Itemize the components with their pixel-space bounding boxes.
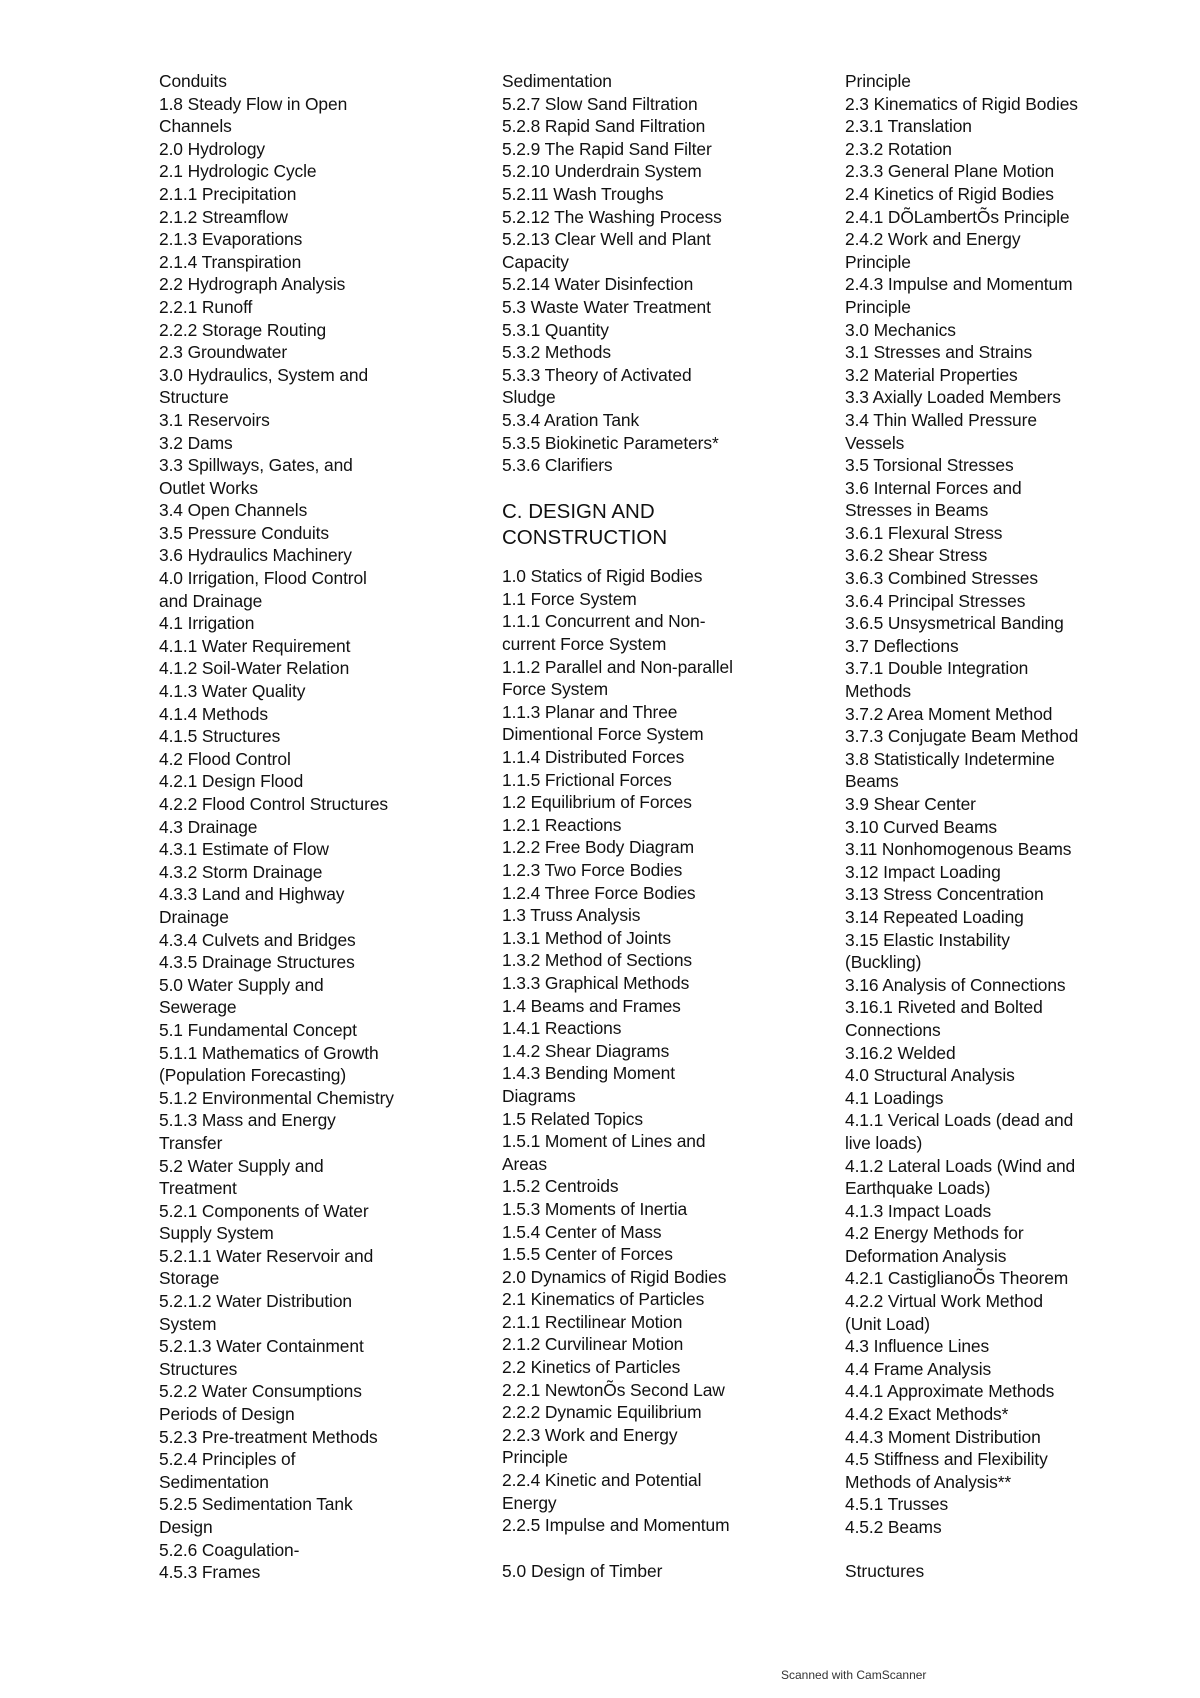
outline-item: 5.2.8 Rapid Sand Filtration (502, 116, 706, 137)
outline-item: 4.4.3 Moment Distribution (845, 1426, 1041, 1447)
outline-item: 3.7.1 Double Integration (845, 658, 1029, 679)
outline-item: 5.1 Fundamental Concept (159, 1019, 357, 1040)
outline-item: 3.6.4 Principal Stresses (845, 590, 1026, 611)
outline-item: 1.3.3 Graphical Methods (502, 972, 690, 993)
outline-item: 4.4.2 Exact Methods* (845, 1404, 1009, 1425)
outline-item: 2.2.1 NewtonÕs Second Law (502, 1379, 725, 1400)
outline-item: 5.3.3 Theory of Activated (502, 364, 692, 385)
outline-item: Channels (159, 116, 232, 137)
outline-item: 3.1 Reservoirs (159, 409, 270, 430)
outline-item: 2.2.2 Dynamic Equilibrium (502, 1402, 702, 1423)
outline-item: Stresses in Beams (845, 500, 989, 521)
outline-item: 5.2.12 The Washing Process (502, 206, 722, 227)
outline-item: 4.2.2 Flood Control Structures (159, 794, 388, 814)
outline-item: 1.5.4 Center of Mass (502, 1221, 662, 1242)
outline-item: 5.3 Waste Water Treatment (502, 296, 711, 317)
outline-item: 1.5.5 Center of Forces (502, 1244, 673, 1265)
outline-item: 2.0 Dynamics of Rigid Bodies (502, 1266, 727, 1287)
outline-item: 4.4 Frame Analysis (845, 1358, 992, 1379)
column-3-footer: Structures (845, 1561, 925, 1581)
outline-item: Connections (845, 1019, 941, 1040)
outline-item: 2.1 Kinematics of Particles (502, 1289, 705, 1310)
outline-item: 2.0 Hydrology (159, 138, 265, 159)
outline-item: 2.2 Kinetics of Particles (502, 1357, 681, 1378)
outline-item: 2.1.2 Streamflow (159, 206, 288, 227)
outline-item: 1.2.1 Reactions (502, 814, 622, 835)
outline-item: 4.1.2 Lateral Loads (Wind and (845, 1155, 1076, 1176)
outline-item: 3.6.5 Unsysmetrical Banding (845, 613, 1064, 634)
outline-item: Transfer (159, 1132, 223, 1153)
outline-item: 2.2 Hydrograph Analysis (159, 274, 346, 295)
outline-item: 3.6.3 Combined Stresses (845, 568, 1038, 589)
outline-item: 3.13 Stress Concentration (845, 884, 1044, 905)
outline-item: 1.1.4 Distributed Forces (502, 747, 685, 768)
column-2-footer: 5.0 Design of Timber (502, 1561, 663, 1581)
outline-item: Structures (159, 1358, 238, 1379)
outline-item: 4.3 Influence Lines (845, 1336, 990, 1357)
outline-item: 2.3 Kinematics of Rigid Bodies (845, 93, 1078, 114)
outline-item: 5.3.1 Quantity (502, 319, 609, 340)
outline-item: 1.1.1 Concurrent and Non- (502, 611, 706, 632)
outline-item: 1.1.2 Parallel and Non-parallel (502, 656, 733, 677)
outline-item: 5.2.11 Wash Troughs (502, 183, 664, 204)
outline-item: 2.3.2 Rotation (845, 138, 952, 159)
outline-item: Force System (502, 679, 609, 700)
outline-item: 3.8 Statistically Indetermine (845, 748, 1055, 769)
outline-item: Sewerage (159, 997, 237, 1018)
outline-item: 3.12 Impact Loading (845, 861, 1001, 882)
outline-item: 1.1.3 Planar and Three (502, 701, 678, 722)
outline-item: 1.4.3 Bending Moment (502, 1063, 675, 1084)
scanner-watermark: Scanned with CamScanner (781, 1668, 927, 1682)
outline-item: 4.3.4 Culvets and Bridges (159, 929, 356, 950)
outline-item: Beams (845, 771, 899, 792)
outline-item: and Drainage (159, 590, 263, 611)
outline-item: 1.2.2 Free Body Diagram (502, 837, 694, 858)
outline-item: 5.3.5 Biokinetic Parameters* (502, 432, 719, 453)
outline-item: System (159, 1313, 217, 1334)
outline-item: Energy (502, 1492, 557, 1513)
outline-item: Sludge (502, 387, 556, 408)
outline-item: Deformation Analysis (845, 1245, 1007, 1266)
outline-item: 4.5.3 Frames (159, 1562, 261, 1583)
outline-item: 5.3.2 Methods (502, 342, 611, 363)
outline-item: Sedimentation (159, 1471, 269, 1492)
outline-item: 4.3.2 Storm Drainage (159, 861, 323, 882)
outline-item: 1.2 Equilibrium of Forces (502, 792, 692, 813)
outline-item: 1.1.5 Frictional Forces (502, 769, 672, 790)
outline-item: 2.1.1 Precipitation (159, 183, 297, 204)
outline-item: 4.5 Stiffness and Flexibility (845, 1449, 1048, 1470)
outline-item: 1.5 Related Topics (502, 1108, 643, 1129)
outline-item: Treatment (159, 1178, 237, 1199)
outline-item: 3.2 Material Properties (845, 364, 1018, 385)
outline-item: 2.3 Groundwater (159, 342, 288, 363)
outline-item: 2.2.4 Kinetic and Potential (502, 1470, 702, 1491)
outline-item: 2.4 Kinetics of Rigid Bodies (845, 183, 1054, 204)
outline-item: 1.5.2 Centroids (502, 1176, 619, 1197)
outline-item: 3.4 Open Channels (159, 500, 308, 521)
outline-item: 1.4.2 Shear Diagrams (502, 1040, 670, 1061)
outline-item: 1.8 Steady Flow in Open (159, 93, 348, 114)
outline-item: 3.7.2 Area Moment Method (845, 703, 1053, 724)
outline-item: Methods of Analysis** (845, 1471, 1012, 1492)
outline-item: 2.1.4 Transpiration (159, 251, 302, 272)
outline-item: 3.16.2 Welded (845, 1042, 956, 1063)
outline-item: 3.7.3 Conjugate Beam Method (845, 726, 1079, 747)
outline-item: 5.2.7 Slow Sand Filtration (502, 93, 698, 114)
outline-item: 5.2.10 Underdrain System (502, 161, 702, 182)
spacer (502, 477, 832, 500)
outline-item: 3.5 Torsional Stresses (845, 455, 1014, 476)
outline-item: 1.4 Beams and Frames (502, 995, 681, 1016)
outline-item: 3.11 Nonhomogenous Beams (845, 839, 1072, 860)
outline-item: Supply System (159, 1223, 274, 1244)
outline-item: 3.5 Pressure Conduits (159, 522, 329, 543)
outline-item: 5.2.1.3 Water Containment (159, 1336, 364, 1357)
outline-item: 2.3.3 General Plane Motion (845, 161, 1055, 182)
outline-item: 1.3 Truss Analysis (502, 905, 641, 926)
outline-item: 3.15 Elastic Instability (845, 929, 1010, 950)
outline-item: Principle (845, 296, 911, 317)
column-1 (159, 70, 489, 1584)
section-heading-line-1: C. DESIGN AND (502, 500, 655, 524)
outline-item: 5.1.1 Mathematics of Growth (159, 1042, 379, 1063)
outline-item: Principle (502, 1447, 568, 1468)
outline-item: 4.1 Irrigation (159, 613, 255, 634)
outline-item: 2.2.5 Impulse and Momentum (502, 1515, 730, 1536)
outline-item: Principle (845, 251, 911, 272)
outline-item: 4.2.2 Virtual Work Method (845, 1291, 1043, 1312)
outline-item: Conduits (159, 71, 227, 91)
outline-item: 3.0 Hydraulics, System and (159, 364, 369, 385)
outline-item: 4.5.2 Beams (845, 1517, 942, 1537)
outline-item: 5.2.3 Pre-treatment Methods (159, 1426, 378, 1447)
outline-item: 1.2.3 Two Force Bodies (502, 860, 683, 880)
outline-item: 4.1.5 Structures (159, 726, 281, 747)
outline-item: Vessels (845, 432, 905, 453)
outline-item: 5.2.1.2 Water Distribution (159, 1291, 352, 1312)
outline-item: 4.1.3 Impact Loads (845, 1200, 992, 1221)
outline-item: Earthquake Loads) (845, 1178, 991, 1199)
outline-item: 3.6.1 Flexural Stress (845, 522, 1003, 543)
outline-item: 4.4.1 Approximate Methods (845, 1381, 1055, 1402)
section-heading-line-2: CONSTRUCTION (502, 526, 668, 550)
outline-item: (Buckling) (845, 952, 922, 973)
outline-item: 3.16 Analysis of Connections (845, 974, 1066, 995)
outline-item: 4.5.1 Trusses (845, 1494, 949, 1515)
outline-item: 3.1 Stresses and Strains (845, 342, 1033, 363)
outline-item: 4.1.4 Methods (159, 703, 268, 724)
outline-item: 4.2.1 CastiglianoÕs Theorem (845, 1268, 1069, 1289)
outline-item: 3.10 Curved Beams (845, 816, 997, 837)
outline-item: 4.1.1 Verical Loads (dead and (845, 1110, 1074, 1131)
outline-item: 1.1 Force System (502, 588, 637, 609)
section-heading (502, 499, 832, 551)
outline-item: 3.3 Axially Loaded Members (845, 387, 1061, 408)
outline-item: 2.2.2 Storage Routing (159, 319, 327, 340)
outline-item: 3.7 Deflections (845, 635, 959, 656)
outline-item: 3.6 Hydraulics Machinery (159, 545, 352, 566)
outline-item: 4.1.1 Water Requirement (159, 635, 351, 656)
outline-item: 4.3 Drainage (159, 816, 258, 837)
outline-item: Methods (845, 681, 912, 702)
outline-item: (Population Forecasting) (159, 1065, 347, 1086)
outline-item: 5.2.13 Clear Well and Plant (502, 229, 711, 250)
outline-item: 3.0 Mechanics (845, 319, 956, 340)
column-2 (502, 70, 832, 1537)
outline-item: 4.1.3 Water Quality (159, 681, 306, 702)
outline-item: 5.2.1.1 Water Reservoir and (159, 1245, 374, 1266)
outline-item: 2.4.1 DÕLambertÕs Principle (845, 206, 1070, 227)
column-3 (845, 70, 1175, 1539)
outline-item: Dimentional Force System (502, 724, 704, 745)
outline-item: 5.1.3 Mass and Energy (159, 1110, 336, 1131)
outline-item: 2.1 Hydrologic Cycle (159, 161, 317, 182)
outline-item: 3.14 Repeated Loading (845, 906, 1024, 927)
outline-item: Drainage (159, 906, 229, 927)
outline-item: current Force System (502, 634, 667, 655)
outline-item: 2.2.1 Runoff (159, 296, 253, 317)
outline-item: 5.2.1 Components of Water (159, 1200, 369, 1221)
outline-item: 2.4.2 Work and Energy (845, 229, 1021, 250)
outline-item: Periods of Design (159, 1404, 295, 1425)
outline-item: 3.9 Shear Center (845, 794, 976, 814)
outline-item: Areas (502, 1153, 547, 1174)
outline-item: 3.6.2 Shear Stress (845, 545, 988, 566)
outline-item: 3.16.1 Riveted and Bolted (845, 997, 1043, 1018)
outline-item: Storage (159, 1268, 220, 1289)
outline-item: 5.1.2 Environmental Chemistry (159, 1087, 394, 1108)
outline-item: 2.2.3 Work and Energy (502, 1424, 678, 1445)
outline-item: 4.3.5 Drainage Structures (159, 952, 355, 973)
outline-item: 3.4 Thin Walled Pressure (845, 409, 1037, 430)
outline-item: 5.2.9 The Rapid Sand Filter (502, 138, 712, 159)
outline-item: Principle (845, 71, 911, 91)
outline-item: 1.2.4 Three Force Bodies (502, 882, 696, 903)
outline-item: 4.1.2 Soil-Water Relation (159, 658, 350, 679)
outline-item: 5.2 Water Supply and (159, 1155, 324, 1176)
outline-item: 5.2.6 Coagulation- (159, 1539, 300, 1560)
outline-item: 4.0 Structural Analysis (845, 1065, 1015, 1086)
outline-item: (Unit Load) (845, 1313, 930, 1334)
outline-item: live loads) (845, 1132, 923, 1153)
outline-item: Structure (159, 387, 229, 408)
outline-item: 4.2.1 Design Flood (159, 771, 304, 792)
outline-item: Outlet Works (159, 477, 258, 498)
outline-item: Design (159, 1517, 213, 1537)
outline-item: 4.0 Irrigation, Flood Control (159, 568, 367, 589)
outline-item: 3.2 Dams (159, 432, 233, 453)
outline-item: 2.1.3 Evaporations (159, 229, 303, 250)
outline-item: 4.1 Loadings (845, 1087, 944, 1108)
outline-item: 4.3.1 Estimate of Flow (159, 839, 329, 860)
outline-item: 1.0 Statics of Rigid Bodies (502, 566, 703, 587)
outline-item: Diagrams (502, 1085, 576, 1106)
outline-item: 5.3.4 Aration Tank (502, 409, 640, 430)
outline-item: 1.3.2 Method of Sections (502, 950, 692, 971)
outline-item: 4.2 Energy Methods for (845, 1223, 1024, 1244)
outline-item: 5.2.4 Principles of (159, 1449, 296, 1470)
outline-item: 1.3.1 Method of Joints (502, 927, 671, 948)
outline-item: 2.3.1 Translation (845, 116, 972, 137)
outline-item: 1.5.1 Moment of Lines and (502, 1131, 706, 1152)
outline-item: 5.2.2 Water Consumptions (159, 1381, 362, 1402)
outline-item: 2.1.2 Curvilinear Motion (502, 1334, 684, 1355)
outline-item: 5.3.6 Clarifiers (502, 455, 613, 476)
outline-item: 1.4.1 Reactions (502, 1018, 622, 1039)
outline-item: 3.3 Spillways, Gates, and (159, 455, 353, 476)
outline-item: 4.2 Flood Control (159, 748, 291, 769)
outline-item: 4.3.3 Land and Highway (159, 884, 345, 905)
outline-item: 1.5.3 Moments of Inertia (502, 1198, 688, 1219)
outline-item: Capacity (502, 251, 569, 272)
outline-item: 2.1.1 Rectilinear Motion (502, 1311, 683, 1332)
outline-item: 5.2.5 Sedimentation Tank (159, 1494, 353, 1515)
outline-item: 5.0 Water Supply and (159, 974, 324, 995)
outline-item: 2.4.3 Impulse and Momentum (845, 274, 1073, 295)
outline-item: 5.2.14 Water Disinfection (502, 274, 694, 295)
outline-item: 3.6 Internal Forces and (845, 477, 1022, 498)
outline-item: Sedimentation (502, 71, 612, 91)
